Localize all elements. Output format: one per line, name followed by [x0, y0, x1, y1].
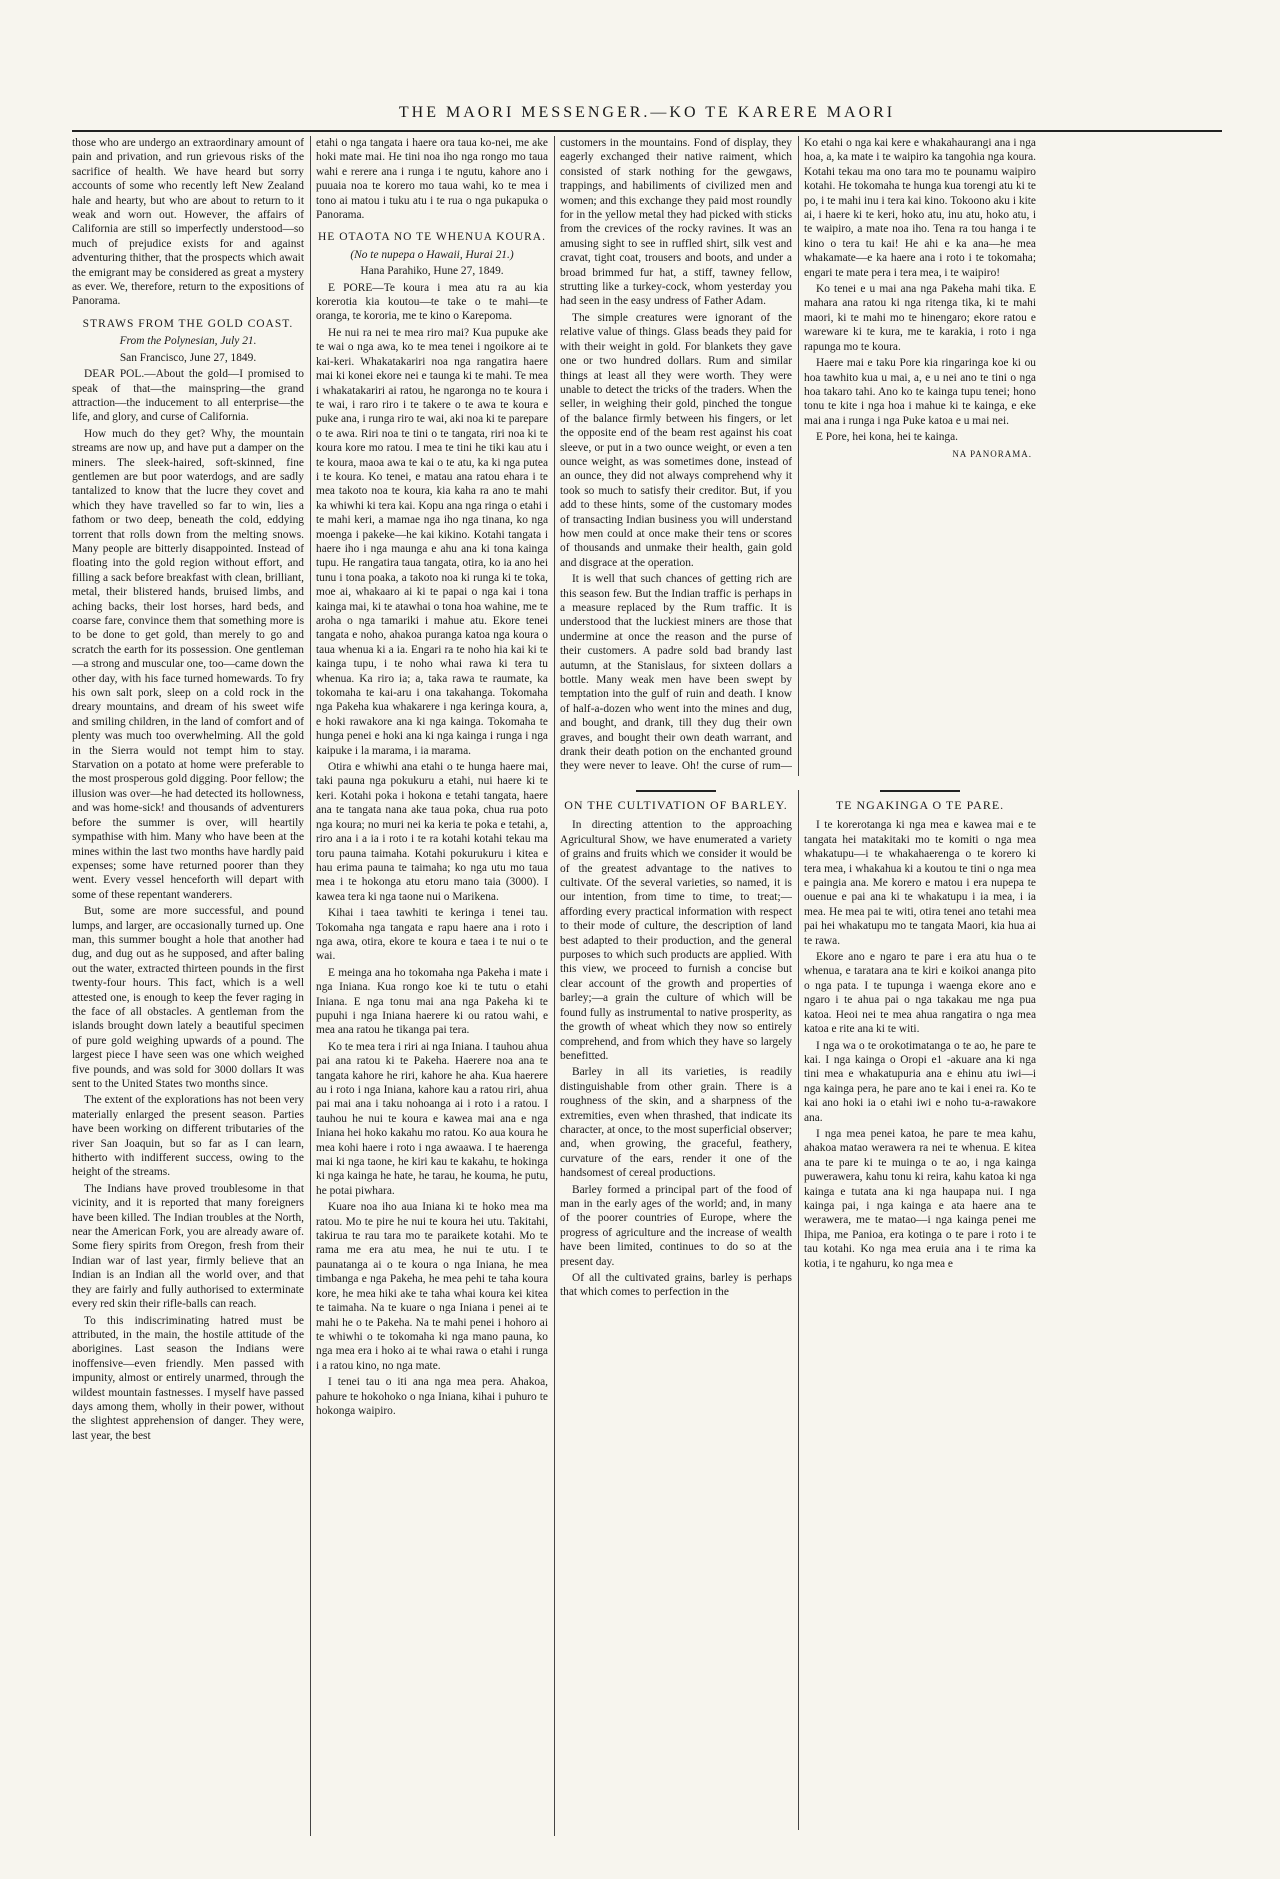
paragraph: I nga wa o te orokotimatanga o te ao, he pare te kai. I nga kainga o Oropi e1 -akuare ana ki nga tini mea e whakatupuria ana e ehinu atu iwi—i nga kainga pera, he pare ano te kai i enei ra. Ko te kai ano hoki ia o etahi iwi e noho tu-a-rawakore ana.	[804, 1039, 1036, 1124]
paragraph: Barley in all its varieties, is readily distinguishable from other grain. There is a roughness of the skin, and a sharpness of the extremities, even when thrashed, that indicate its character, at once, to the most superficial observer; and, when growing, the graceful, feathery, curvature of the ears, render it one of the handsomest of cereal productions.	[560, 1066, 792, 1180]
paragraph: Ekore ano e ngaro te pare i era atu hua o te whenua, e taratara ana te kiri e koikoi ananga pito o nga pata. I te tupunga i waenga ekore ano e ngaro i te ahua pai o nga takakau me nga pua katoa. Heoi nei te mea ahua rangatira o nga mea katoa e rite ana ki te witi.	[804, 951, 1036, 1036]
paragraph: Ko tenei e u mai ana nga Pakeha mahi tika. E mahara ana ratou ki nga ritenga tika, ki te mahi maori, ki te mahi mo te hinengaro; ekore ratou e wareware ki te kura, me te karakia, i roto i nga rapunga mo te koura.	[804, 283, 1036, 353]
paragraph: E Pore, hei kona, hei te kainga.	[816, 431, 959, 444]
paragraph: E PORE—Te koura i mea atu ra au kia korerotia kia koutou—te take o te mahi—te oranga, te kororia, me te kino o Karepoma.	[316, 281, 548, 323]
article-heading: HE OTAOTA NO TE WHENUA KOURA.	[318, 231, 546, 244]
newspaper-page	[72, 100, 1222, 1840]
paragraph: The extent of the explorations has not been very materially enlarged the present season. Parties have been working on different tributaries of the river San Joaquin, but so far as I can learn, hitherto with indifferent success, owing to the height of the streams.	[72, 1094, 304, 1179]
section-title: ON THE CULTIVATION OF BARLEY.	[564, 798, 788, 812]
paragraph: DEAR POL.—About the gold—I promised to speak of that—the mainspring—the grand attraction—the inducement to all enterprise—the life, and glory, and curse of California.	[72, 368, 304, 424]
section-rule	[636, 790, 716, 792]
article-dateline: San Francisco, June 27, 1849.	[119, 351, 257, 364]
paragraph: How much do they get? Why, the mountain streams are now up, and have put a damper on the miners. The sleek-haired, soft-skinned, fine gentlemen are but poor waterdogs, and are sadly tantalized to know that the lucre they covet and which they have travelled so far to win, lies a fathom or two deep, beneath the cold, eddying torrent that rolls down from the melting snows. Many people are bitterly disappointed. Instead of floating into the gold region without effort, and filling a sack before breakfast with clean, brilliant, metal, their blistered hands, bruised limbs, and aching backs, their lost horses, hard beds, and coarse fare, convince them that something more is to be done to get gold, than merely to go and scratch the earth for its possession. One gentleman—a strong and muscular one, too—came down the other day, with his face turned homewards. To fry his own salt pork, sleep on a cold rock in the dreary mountains, and dream of his sweet wife and smiling children, in the land of comfort and of plenty was much too overwhelming. All the gold in the Sierra would not tempt him to stay. Starvation on a potato at home were preferable to the most prosperous gold digging. Poor fellow; the illusion was over—he had detected its hollowness, and was home-sick! and thousands of adventurers before the summer is over, will heartily sympathise with him. Many who have been at the mines within the last two months have hardly paid expenses; some have returned poorer than they went. Every vessel henceforth will depart with some of these repentant wanderers.	[72, 427, 304, 901]
barley-article-maori	[804, 790, 1036, 1830]
paragraph: Kihai i taea tawhiti te keringa i tenei tau. Tokomaha nga tangata e rapu haere ana i roto i nga awa, otira, ekore te koura e taea i te nui o te wai.	[316, 907, 548, 963]
paragraph: I nga mea penei katoa, he pare te mea kahu, ahakoa matao werawera ra nei te whenua. E kitea ana te pare ki te muinga o te ao, i nga kainga puwerawera, kahu tonu ki reira, kahu katoa ki nga kainga e tutata ana ki nga haupapa nui. I nga kainga pai, i nga kainga e ata haere ana te werawera, me te matao—i nga kainga penei me Ihipa, me Panioa, era kotinga o te pare i roto i te tau kotahi. Ko nga mea eruia ana i te rima ka kotia, i te ngahuru, ko nga mea e	[804, 1127, 1036, 1270]
barley-article-english	[560, 790, 792, 1830]
paragraph: Haere mai e taku Pore kia ringaringa koe ki ou hoa tawhito kua u mai, a, e u nei ano te tini o nga hoa takaro tahi. Ano ko te kainga tupu tenei; hono tonu te kite i nga hoa i mahue ki te kainga, e eke mai ana i runga i nga Puke katoa e u mai nei.	[804, 357, 1036, 427]
paragraph: He nui ra nei te mea riro mai? Kua pupuke ake te wai o nga awa, ko te mea tenei i ngoikore ai te kai-keri. Whakatakariri noa nga rangatira haere mai ki konei ekore nei e taunga ki te mahi. Te mea i whakatakariri ai ratou, he ngaronga no te koura i te wai, i raro riro i te takere o te awa te koura e puke ana, i runga riro te wai, aki noa ki te parepare o te awa. Riri noa te tini o te tangata, riri noa ki te koura kore mo ratou. I mea te tini he tiki kau atu i te koura, maoa awa te kai o te atu, ka ki nga putea i te koura. Ko tenei, e matau ana ratou ehara i te mea takoto noa te koura, kia kaha ra ano te mahi ka whiwhi ki tera kai. Kopu ana nga ringa o etahi i te mahi keri, a mamae nga iho nga tinana, ko nga moenga i pakeke—he kai kikino. Kotahi tangata i haere iho i nga maunga e ahu ana ki tona kainga tupu. He rangatira taua tangata, otira, ko ia ano hei tunu i tona poaka, a takoto noa ki runga ki te toka, moe ai, whakaaro ai ki te papai o nga kai i tona kainga mai, ki te atawhai o tona hoa wahine, me te aroha o nga tamariki i mahue atu. Ekore tenei tangata e noho, ahakoa puranga katoa nga koura o taua whenua ki a ia. Engari ra te noho hia kai ki te kainga tupu, i te noho whai rawa ki tera tu whenua. Ka riro ia; a, taka rawa te raumate, ka tokomaha te kai-aru i ona takahanga. Tokomaha nga Pakeha kua whakarere i nga keringa koura, a, e hoki rawakore ana ki nga kainga. Tokomaha te hunga penei e hoki ana ki nga kainga i runga i nga kaipuke i la marama, i ia marama.	[316, 326, 548, 757]
paragraph: The simple creatures were ignorant of the relative value of things. Glass beads they paid for with their weight in gold. For blankets they gave one or two hundred dollars. Rum and similar things at least all they were worth. They were unable to detect the tricks of the traders. When the seller, in weighing their gold, pinched the tongue of the balance firmly between his fingers, or let the opposite end of the beam rest against his coat sleeve, or put in a two ounce weight, or even a ten ounce weight, as was sometimes done, instead of an ounce, they did not always comprehend why it took so much to satisfy their creditor. But, if you add to these hints, some of the customary modes of transacting Indian business you will understand how men could at once make their tens or scores of thousands and unmake their health, gain gold and disgrace at the operation.	[560, 311, 792, 569]
paragraph: I tenei tau o iti ana nga mea pera. Ahakoa, pahure te hokohoko o nga Iniana, kihai i puhuro te hokonga waipiro.	[316, 1376, 548, 1417]
paragraph: Ko te mea tera i riri ai nga Iniana. I tauhou ahua pai ana ratou ki te Pakeha. Haerere noa ana te tangata kahore he riri, kahore he aha. Kua haerere au i roto i nga Iniana, kahore kau a ratou riri, ahua pai mai ana i taku nohoanga ai i roto i a ratou. I tauhou he nui te koura e kawea mai ana e nga Iniana hei hoko kakahu mo ratou. Ko aua koura he mea kohi haere i roto i nga awaawa. I te haerenga mai ki nga taone, he kiri kau te kakahu, te hokinga ki nga kainga he hate, he tarau, he kouma, he putu, he potai piwhara.	[316, 1040, 548, 1197]
article-subhead: (No te nupepa o Hawaii, Hurai 21.)	[350, 248, 514, 261]
column-divider	[310, 136, 311, 1836]
section-rule	[880, 790, 960, 792]
signature: NA PANORAMA.	[952, 448, 1032, 459]
column-3	[560, 136, 792, 776]
paragraph: Kuare noa iho aua Iniana ki te hoko mea ma ratou. Mo te pire he nui te koura hei utu. Takitahi, takirua te rau tara mo te paraikete kotahi. Mo te rama me era atu mea, he nui te utu. I te paunatanga ai o te koura o nga Iniana, he mea timbanga e nga Pakeha, he mea pehi te taha koura kore, he mea hiki ake te taha whai koura kei kitea te taimaha. Na te kuare o nga Iniana i penei ai te mahi he o te Pakeha. Na te mahi penei i hohoro ai te whiwhi o te tokomaha ki nga mano pauna, ko nga mea era i hoko ai te whai rawa o etahi i runga i a ratou kino, no nga mate.	[316, 1201, 548, 1372]
column-divider	[798, 136, 799, 776]
paragraph: E meinga ana ho tokomaha nga Pakeha i mate i nga Iniana. Kua rongo koe ki te tutu o etahi Iniana. E nga tonu mai ana nga Pakeha ki te pupuhi i nga Iniana haerere ki ou ratou wahi, e mea ana ratou he tikanga pai tera.	[316, 966, 548, 1037]
paragraph: those who are undergo an extraordinary amount of pain and privation, and run grievous risks of the sacrifice of health. We have heard but sorry accounts of some who recently left New Zealand hale and hearty, but who are about to return to it weak and worn out. However, the affairs of California are still so imperfectly understood—so much of prejudice exists for and against adventuring thither, that the prospects which await the emigrant may be considered as great a mystery as ever. We, therefore, return to the expositions of Panorama.	[72, 137, 304, 308]
article-subhead: From the Polynesian, July 21.	[119, 335, 257, 348]
paragraph: But, some are more successful, and pound lumps, and larger, are occasionally turned up. One man, this summer bought a hole that another had dug, and dug out as he supposed, and after baling out the water, extracted thirteen pounds in the first twenty-four hours. This fact, which is a well attested one, is enough to keep the fever raging in the face of all obstacles. A gentleman from the islands brought down lately a beautiful specimen of pure gold weighing upwards of a pound. The largest piece I have seen was one which weighed five pounds, and was sold for 3000 dollars It was sent to the United States two months since.	[72, 905, 304, 1090]
column-1	[72, 136, 304, 1836]
paragraph: etahi o nga tangata i haere ora taua ko-nei, me ake hoki mate mai. He tini noa iho nga rongo mo taua wahi e rerere ana i runga i te ngutu, kahore ano i puuaia noa te korero mo taua wahi, ko te mea i tono ai matou i tuku atu i te rua o nga pukapuka o Panorama.	[316, 137, 548, 222]
paragraph: I te korerotanga ki nga mea e kawea mai e te tangata hei matakitaki mo te komiti o nga mea whakatupu—i te whakahaerenga o te korero ki tera mea, i whakahua ki a koutou te tini o nga mea e paingia ana. Me korero e matou i era nupepa te ouenue e pai ana ki te whakatupu i ia mea, i ia mea. He mea pai te witi, otira tenei ano tetahi mea pai hei whakatupu mo te tangata Maori, kia hua ai te rawa.	[804, 819, 1036, 947]
paragraph: Ko etahi o nga kai kere e whakahaurangi ana i nga hoa, a, ka mate i te waipiro ka tangohia nga koura. Kotahi tekau ma ono tara mo te pounamu waipiro kotahi. He tokomaha te hunga kua torengi atu ki te po, i te mahi inu i tera kai kino. Tokoono aku i kite ai, i haere ki te keri, hoko atu, inu atu, hoko atu, i te waipiro, a mate noa iho. Tena ra tou hanga i te kino o tera tu kai! He ahi e ka ana—he mea whakamate—e ka haere ana i roto i te tokomaha; engari te mate pera i tera mea, i te waipiro!	[804, 137, 1036, 279]
column-2	[316, 136, 548, 1836]
column-4	[804, 136, 1036, 776]
column-divider	[554, 136, 555, 1836]
paragraph: Barley formed a principal part of the food of man in the early ages of the world; and, in many of the poorer countries of Europe, where the progress of agriculture and the increase of wealth have been limited, continues to do so at the present day.	[560, 1183, 792, 1268]
section-title: TE NGAKINGA O TE PARE.	[835, 798, 1005, 812]
article-dateline: Hana Parahiko, Hune 27, 1849.	[360, 265, 504, 278]
column-divider	[798, 790, 799, 1830]
paragraph: customers in the mountains. Fond of display, they eagerly exchanged their native raiment, which consisted of stark nothing for the gewgaws, trappings, and habiliments of civilized men and women; and this exchange they paid most roundly for in the yellow metal they had picked with sticks from the crevices of the rocky ravines. It was an amusing sight to see in ruffled shirt, silk vest and cravat, tight coat, trousers and boots, and under a broad brimmed fur hat, a stiff, tawney fellow, strutting like a turkey-cock, whom yesterday you had seen in the easy undress of Father Adam.	[560, 137, 792, 308]
article-heading: STRAWS FROM THE GOLD COAST.	[82, 317, 294, 330]
paragraph: In directing attention to the approaching Agricultural Show, we have enumerated a variety of grains and fruits which we consider it would be of the greatest advantage to the natives to cultivate. Of the several varieties, so named, it is our intention, from time to time, to treat;—affording every practical information with respect to their mode of culture, the description of land best adapted to their production, and the general purposes to which such products are applied. With this view, we proceed to furnish a concise but clear account of the growth and properties of barley;—a grain the culture of which will be found fully as instrumental to native prosperity, as the growth of wheat which they now so entirely comprehend, and from which they have so largely benefitted.	[560, 819, 792, 1062]
paragraph: Of all the cultivated grains, barley is perhaps that which comes to perfection in the	[560, 1272, 792, 1299]
paragraph: It is well that such chances of getting rich are this season few. But the Indian traffic is perhaps in a measure replaced by the Rum traffic. It is understood that the luckiest miners are those that undermine at once the reason and the purse of their customers. A padre sold bad brandy last autumn, at the Stanislaus, for sixteen dollars a bottle. Many weak men have been swept by temptation into the gulf of ruin and death. I know of half-a-dozen who went into the mines and dug, and bought, and drank, till they dug their own graves, and bought their own death warrant, and drank their death potion on the enchanted ground they were never to leave. Oh! the curse of rum—	[560, 573, 792, 773]
masthead: THE MAORI MESSENGER.—KO TE KARERE MAORI	[72, 100, 1222, 132]
paragraph: To this indiscriminating hatred must be attributed, in the main, the hostile attitude of the aborigines. Last season the Indians were inoffensive—even friendly. Men passed with impunity, almost or entirely unarmed, through the wildest mountain fastnesses. I myself have passed days among them, wholly in their power, without the slightest apprehension of danger. They were, last year, the best	[72, 1314, 304, 1442]
paragraph: Otira e whiwhi ana etahi o te hunga haere mai, taki pauna nga pokukuru a etahi, nui haere ki te keri. Kotahi poka i hokona e tetahi tangata, haere ana te tangata nana ake taua poka, chua rua poto nga koura; no muri nei ka keria te poka e tetahi, a, riro ana i a ia i roto i te ra kotahi kotahi tekau ma toru pauna taimaha. Kotahi pokurukuru i kitea e hau erima pauna te taimaha; ko nga utu mo taua mea i te hokonga atu etoru mano taia (3000). I kawea tera ki nga taone nui o Marikena.	[316, 761, 548, 903]
paragraph: The Indians have proved troublesome in that vicinity, and it is reported that many foreigners have been killed. The Indian troubles at the North, near the American Fork, you are already aware of. Some fiery spirits from Oregon, fresh from their Indian war of last year, firmly believe that an Indian is an Indian all the world over, and that they are fairly and fully authorised to exterminate every red skin their rifle-balls can reach.	[72, 1182, 304, 1311]
